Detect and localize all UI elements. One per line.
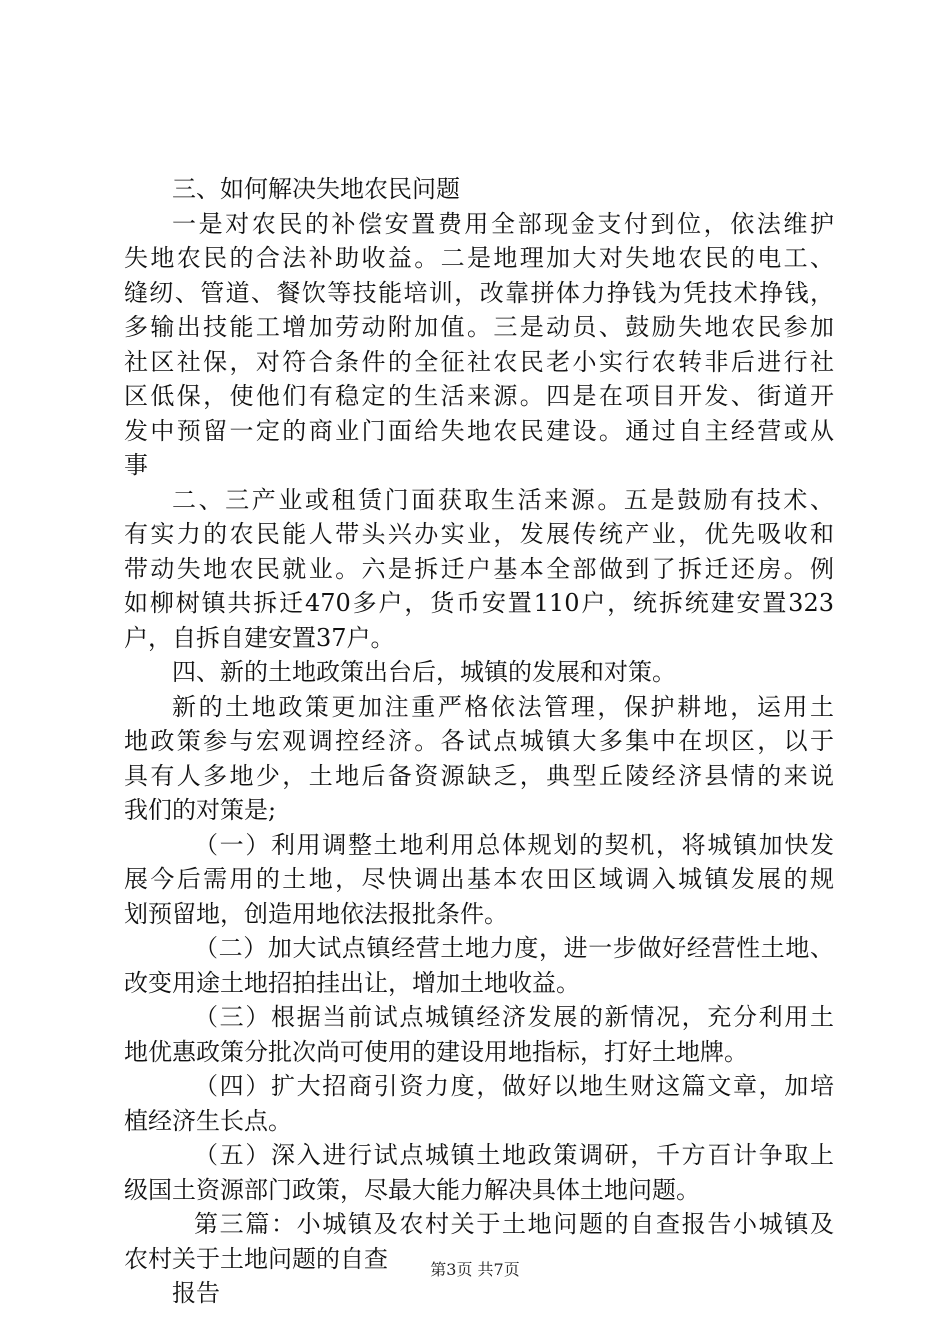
list-item-5: （五）深入进行试点城镇土地政策调研，千方百计争取上 [194,1141,834,1169]
paragraph-line: 缝纫、管道、餐饮等技能培训，改靠拼体力挣钱为凭技术挣钱， [124,278,834,307]
paragraph-line: 植经济生长点。 [124,1106,292,1135]
list-item-3: （三）根据当前试点城镇经济发展的新情况，充分利用土 [194,1003,834,1031]
paragraph-line: 我们的对策是; [124,796,277,824]
paragraph-line: 级国土资源部门政策，尽最大能力解决具体土地问题。 [124,1175,700,1204]
list-item-1: （一）利用调整土地利用总体规划的契机，将城镇加快发 [194,830,834,859]
paragraph-line: 社区社保，对符合条件的全征社农民老小实行农转非后进行社 [124,347,834,376]
paragraph-line: 划预留地，创造用地依法报批条件。 [124,899,508,928]
chapter-heading-continued: 农村关于土地问题的自查 [124,1244,388,1273]
paragraph-line: 地政策参与宏观调控经济。各试点城镇大多集中在坝区，以于 [124,727,834,755]
paragraph-line: 户，自拆自建安置37户。 [124,623,395,652]
chapter-heading-continued: 报告 [172,1279,220,1307]
paragraph-line: 二、三产业或租赁门面获取生活来源。五是鼓励有技术、 [172,485,834,514]
paragraph-line: 展今后需用的土地，尽快调出基本农田区域调入城镇发展的规 [124,865,834,893]
paragraph-line: 具有人多地少，土地后备资源缺乏，典型丘陵经济县情的来说 [124,761,834,790]
paragraph-line: 失地农民的合法补助收益。二是地理加大对失地农民的电工、 [124,244,834,272]
paragraph-line: 新的土地政策更加注重严格依法管理，保护耕地，运用土 [172,692,834,721]
chapter-heading: 第三篇：小城镇及农村关于土地问题的自查报告小城镇及 [194,1210,834,1238]
paragraph-line: 一是对农民的补偿安置费用全部现金支付到位，依法维护 [172,209,834,238]
list-item-2: （二）加大试点镇经营土地力度，进一步做好经营性土地、 [194,934,834,962]
paragraph-line: 发中预留一定的商业门面给失地农民建设。通过自主经营或从 [124,416,834,445]
paragraph-line: 改变用途土地招拍挂出让，增加土地收益。 [124,968,580,997]
document-body [124,172,834,1311]
paragraph-line: 多输出技能工增加劳动附加值。三是动员、鼓励失地农民参加 [124,313,834,341]
paragraph-line: 地优惠政策分批次尚可使用的建设用地指标，打好土地牌。 [124,1037,748,1066]
paragraph-line: 如柳树镇共拆迁470多户，货币安置110户，统拆统建安置323 [124,589,834,617]
section-heading-3: 三、如何解决失地农民问题 [172,175,460,203]
page-number-footer: 第3页 共7页 [430,1260,520,1279]
paragraph-line: 事 [124,451,148,479]
section-heading-4: 四、新的土地政策出台后，城镇的发展和对策。 [172,658,676,686]
paragraph-line: 有实力的农民能人带头兴办实业，发展传统产业，优先吸收和 [124,520,834,548]
paragraph-line: 区低保，使他们有稳定的生活来源。四是在项目开发、街道开 [124,382,834,410]
paragraph-line: 带动失地农民就业。六是拆迁户基本全部做到了拆迁还房。例 [124,554,834,583]
list-item-4: （四）扩大招商引资力度，做好以地生财这篇文章，加培 [194,1072,834,1100]
